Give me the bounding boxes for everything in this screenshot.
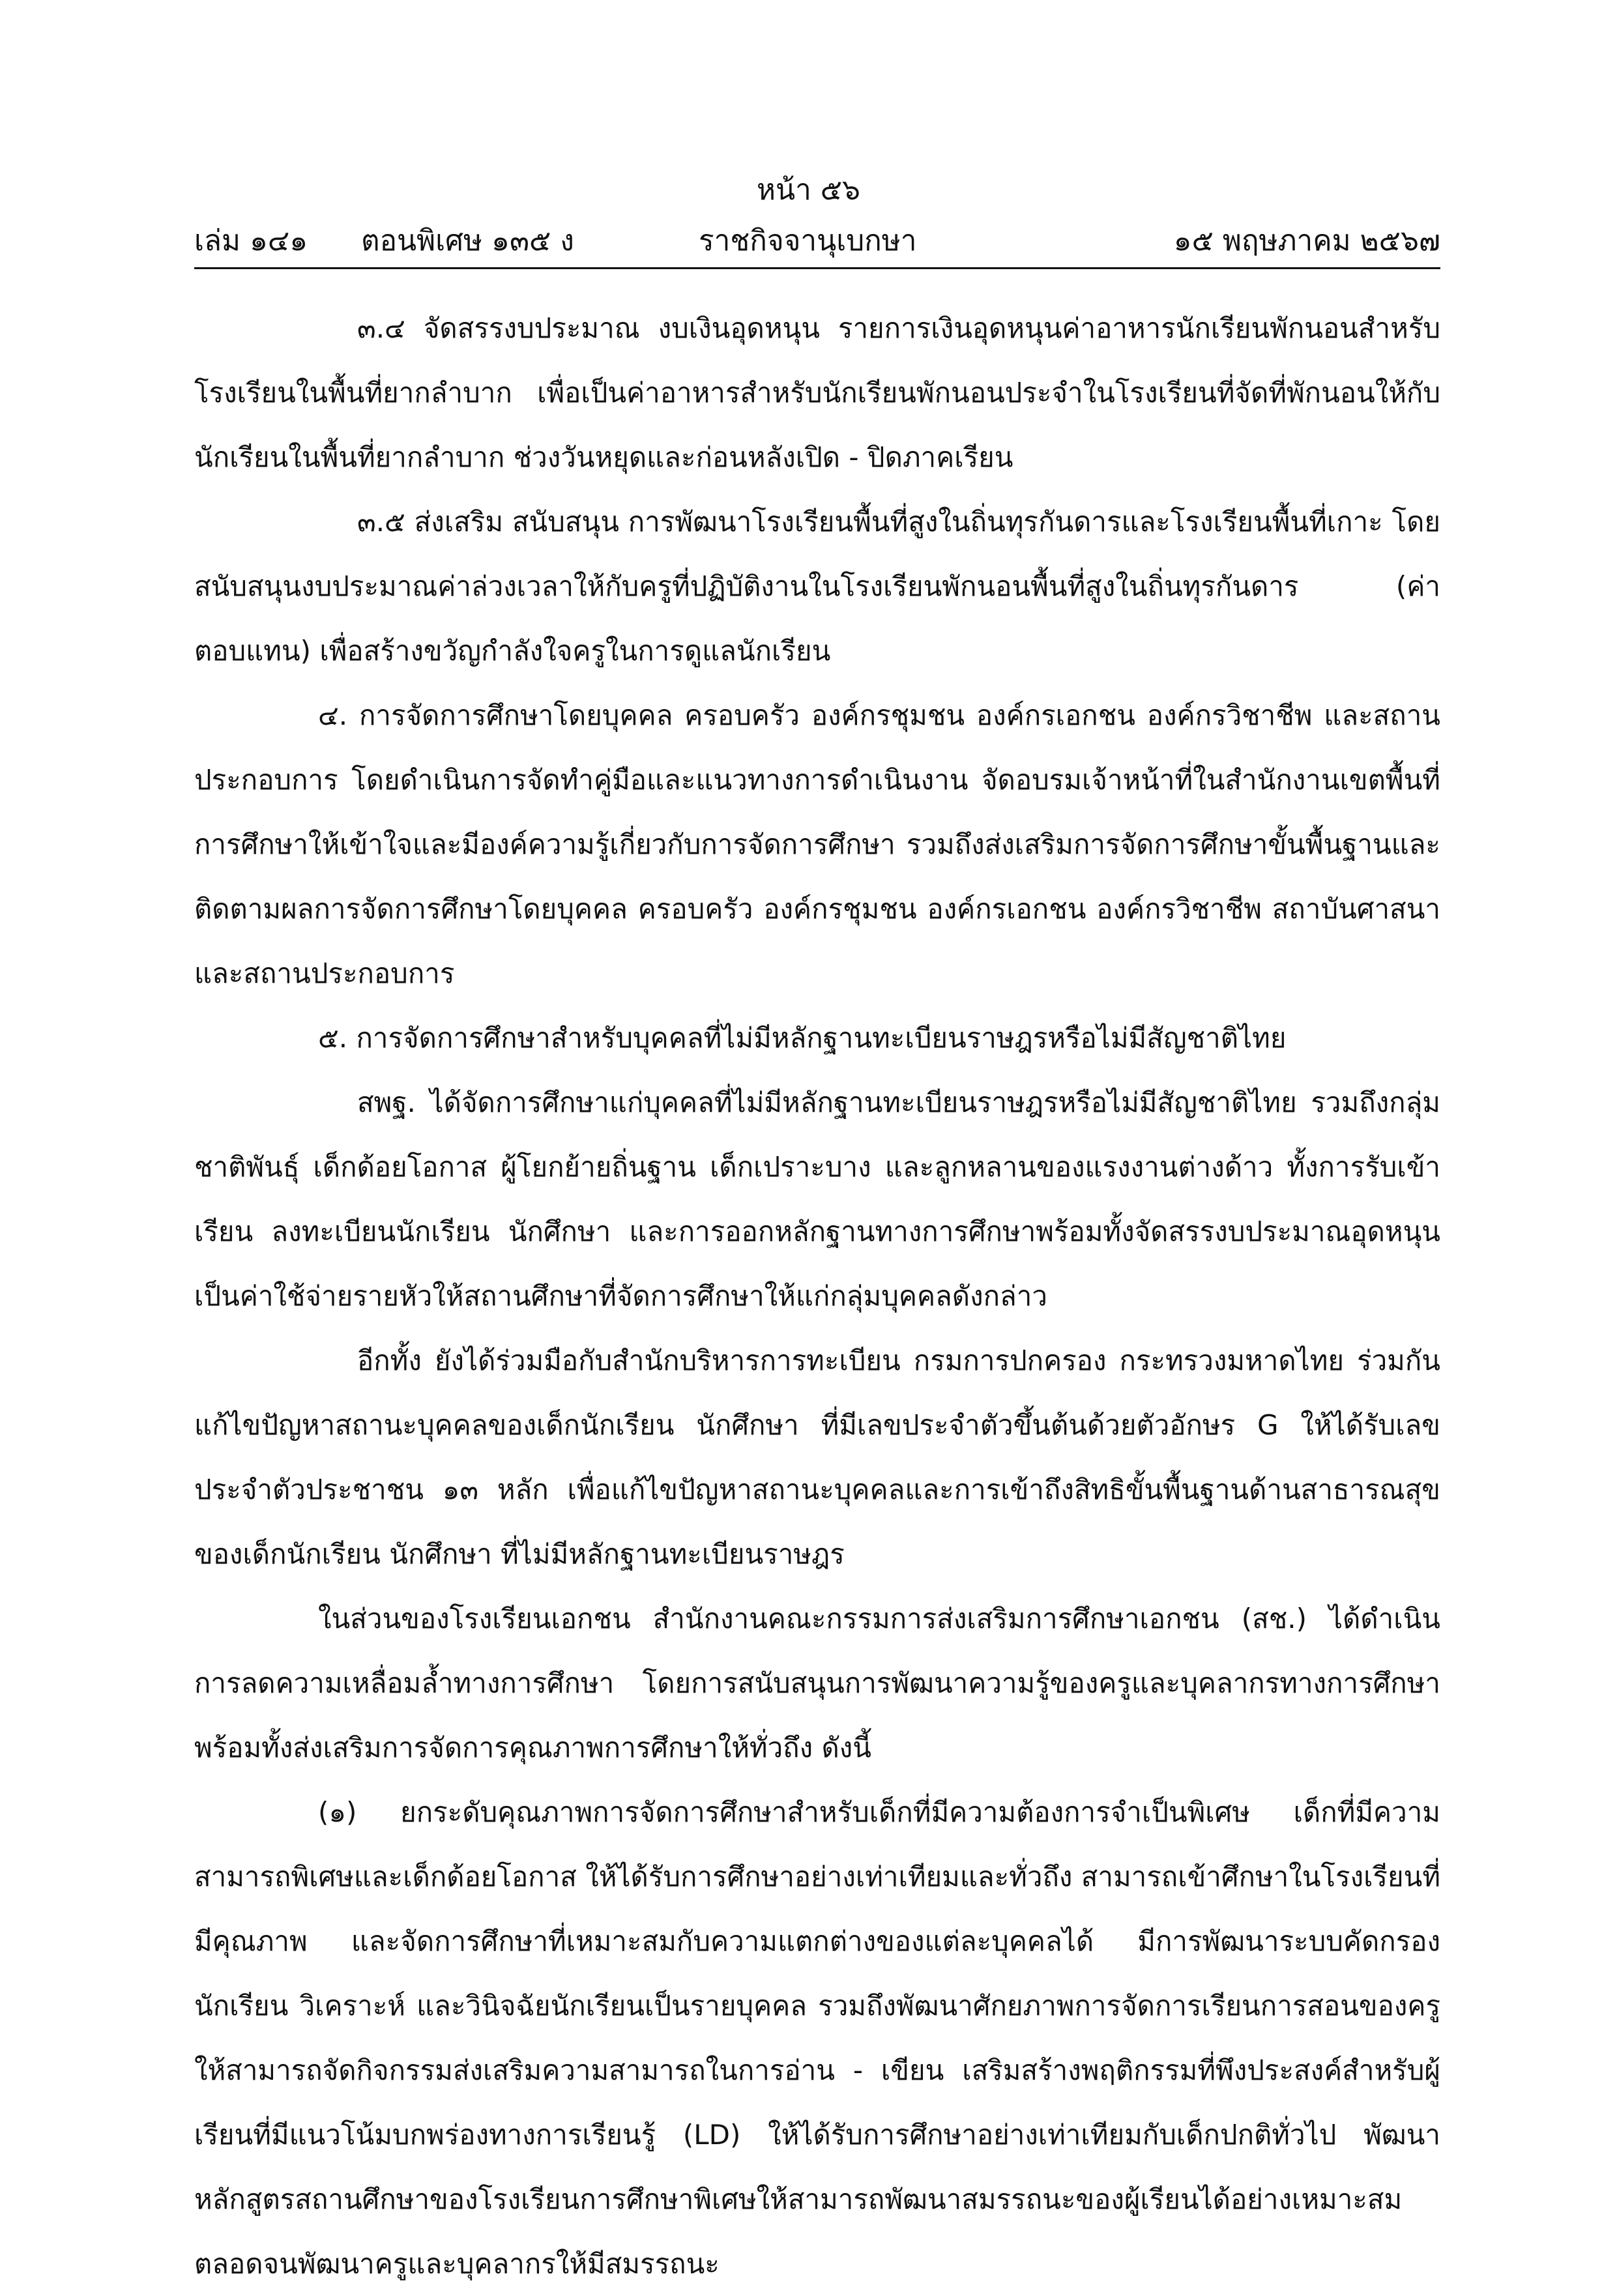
page-number: หน้า ๕๖ (756, 173, 860, 207)
paragraph-private-schools: ในส่วนของโรงเรียนเอกชน สำนักงานคณะกรรมการส่งเสริมการศึกษาเอกชน (สช.) ได้ดำเนินการลดความเหลื่อมล้ำทางการศึกษา โดยการสนับสนุนการพัฒนาความรู้ของครูและบุคลากรทางการศึกษา พร้อมทั้งส่งเสริมการจัดการคุณภาพการศึกษาให้ทั่วถึง ดังนี้ (194, 1603, 1440, 1764)
paragraph-3-4: ๓.๔ จัดสรรงบประมาณ งบเงินอุดหนุน รายการเงินอุดหนุนค่าอาหารนักเรียนพักนอนสำหรับโรงเรียนในพื้นที่ยากลำบาก เพื่อเป็นค่าอาหารสำหรับนักเรียนพักนอนประจำในโรงเรียนที่จัดที่พักนอนให้กับนักเรียนในพื้นที่ยากลำบาก ช่วงวันหยุดและก่อนหลังเปิด - ปิดภาคเรียน (194, 312, 1440, 473)
issue-number: ตอนพิเศษ ๑๓๕ ง (361, 224, 574, 257)
document-body (194, 296, 1440, 2296)
paragraph-obec-statement: สพฐ. ได้จัดการศึกษาแก่บุคคลที่ไม่มีหลักฐานทะเบียนราษฎรหรือไม่มีสัญชาติไทย รวมถึงกลุ่มชาติพันธุ์ เด็กด้อยโอกาส ผู้โยกย้ายถิ่นฐาน เด็กเปราะบาง และลูกหลานของแรงงานต่างด้าว ทั้งการรับเข้าเรียน ลงทะเบียนนักเรียน นักศึกษา และการออกหลักฐานทางการศึกษาพร้อมทั้งจัดสรรงบประมาณอุดหนุนเป็นค่าใช้จ่ายรายหัวให้สถานศึกษาที่จัดการศึกษาให้แก่กลุ่มบุคคลดังกล่าว (194, 1086, 1440, 1312)
gazette-title: ราชกิจจานุเบกษา (699, 224, 917, 257)
paragraph-3-5: ๓.๕ ส่งเสริม สนับสนุน การพัฒนาโรงเรียนพื้นที่สูงในถิ่นทุรกันดารและโรงเรียนพื้นที่เกาะ โดยสนับสนุนงบประมาณค่าล่วงเวลาให้กับครูที่ปฏิบัติงานในโรงเรียนพักนอนพื้นที่สูงในถิ่นทุรกันดาร (ค่าตอบแทน) เพื่อสร้างขวัญกำลังใจครูในการดูแลนักเรียน (194, 506, 1440, 667)
paragraph-cooperation: อีกทั้ง ยังได้ร่วมมือกับสำนักบริหารการทะเบียน กรมการปกครอง กระทรวงมหาดไทย ร่วมกันแก้ไขปัญหาสถานะบุคคลของเด็กนักเรียน นักศึกษา ที่มีเลขประจำตัวขึ้นต้นด้วยตัวอักษร G ให้ได้รับเลขประจำตัวประชาชน ๑๓ หลัก เพื่อแก้ไขปัญหาสถานะบุคคลและการเข้าถึงสิทธิขั้นพื้นฐานด้านสาธารณสุข ของเด็กนักเรียน นักศึกษา ที่ไม่มีหลักฐานทะเบียนราษฎร (194, 1344, 1440, 1570)
volume-number: เล่ม ๑๔๑ (194, 224, 308, 257)
paragraph-4: ๔. การจัดการศึกษาโดยบุคคล ครอบครัว องค์กรชุมชน องค์กรเอกชน องค์กรวิชาชีพ และสถานประกอบการ โดยดำเนินการจัดทำคู่มือและแนวทางการดำเนินงาน จัดอบรมเจ้าหน้าที่ในสำนักงานเขตพื้นที่การศึกษาให้เข้าใจและมีองค์ความรู้เกี่ยวกับการจัดการศึกษา รวมถึงส่งเสริมการจัดการศึกษาขั้นพื้นฐานและติดตามผลการจัดการศึกษาโดยบุคคล ครอบครัว องค์กรชุมชน องค์กรเอกชน องค์กรวิชาชีพ สถาบันศาสนา และสถานประกอบการ (194, 699, 1440, 989)
gazette-header (194, 220, 1440, 262)
publication-date: ๑๕ พฤษภาคม ๒๕๖๗ (1173, 224, 1440, 257)
paragraph-5-heading: ๕. การจัดการศึกษาสำหรับบุคคลที่ไม่มีหลักฐานทะเบียนราษฎรหรือไม่มีสัญชาติไทย (318, 1022, 1287, 1054)
paragraph-item-1: (๑) ยกระดับคุณภาพการจัดการศึกษาสำหรับเด็กที่มีความต้องการจำเป็นพิเศษ เด็กที่มีความสามารถพิเศษและเด็กด้อยโอกาส ให้ได้รับการศึกษาอย่างเท่าเทียมและทั่วถึง สามารถเข้าศึกษาในโรงเรียนที่มีคุณภาพ และจัดการศึกษาที่เหมาะสมกับความแตกต่างของแต่ละบุคคลได้ มีการพัฒนาระบบคัดกรองนักเรียน วิเคราะห์ และวินิจฉัยนักเรียนเป็นรายบุคคล รวมถึงพัฒนาศักยภาพการจัดการเรียนการสอนของครูให้สามารถจัดกิจกรรมส่งเสริมความสามารถในการอ่าน - เขียน เสริมสร้างพฤติกรรมที่พึงประสงค์สำหรับผู้เรียนที่มีแนวโน้มบกพร่องทางการเรียนรู้ (LD) ให้ได้รับการศึกษาอย่างเท่าเทียมกับเด็กปกติทั่วไป พัฒนาหลักสูตรสถานศึกษาของโรงเรียนการศึกษาพิเศษให้สามารถพัฒนาสมรรถนะของผู้เรียนได้อย่างเหมาะสม ตลอดจนพัฒนาครูและบุคลากรให้มีสมรรถนะ (194, 1796, 1440, 2280)
header-divider (194, 267, 1440, 269)
